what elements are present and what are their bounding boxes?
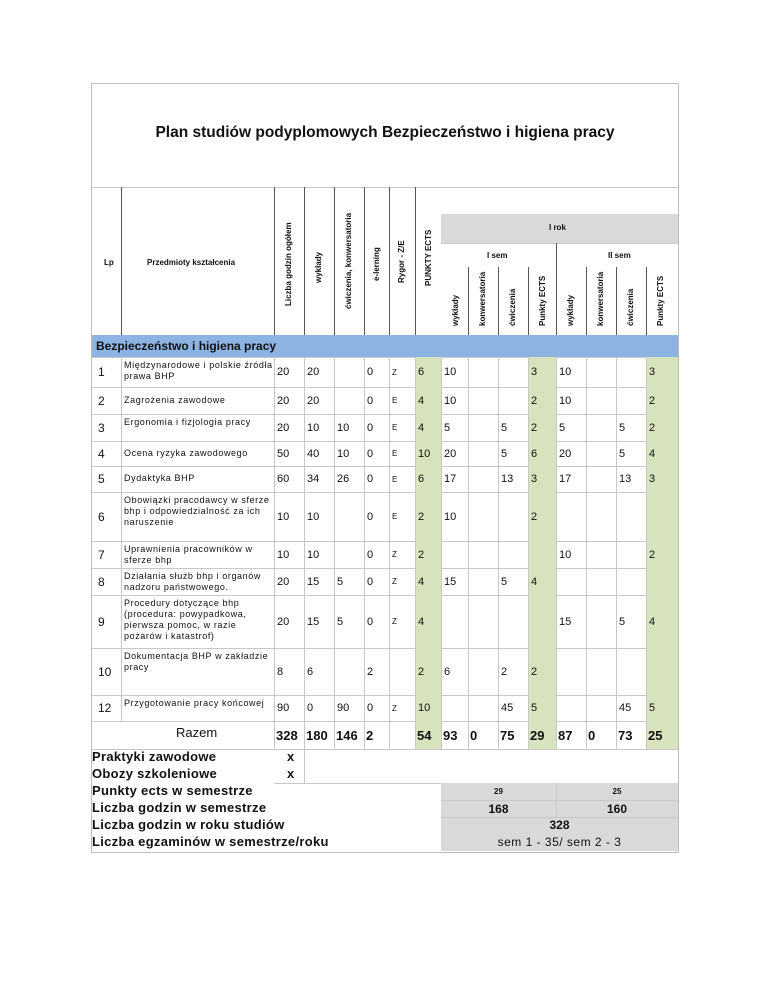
row-subject: Działania służb bhp i organów nadzoru państwowego. <box>124 571 261 592</box>
document-page <box>91 83 679 853</box>
row-s2w <box>559 492 587 541</box>
row-s1e: 3 <box>531 473 538 485</box>
row-subject: Zagrożenia zawodowe <box>124 394 226 405</box>
row-s1c: 5 <box>501 575 508 588</box>
totals-s1c: 75 <box>500 727 515 743</box>
row-el: 0 <box>367 473 374 485</box>
row-lp: 3 <box>98 420 105 435</box>
row-el: 0 <box>367 510 374 523</box>
grid-line <box>441 243 678 244</box>
row-ects: 4 <box>418 421 425 434</box>
grid-line <box>274 357 275 749</box>
row-total: 50 <box>277 447 290 460</box>
grid-line <box>415 187 416 335</box>
row-s1c: 2 <box>501 665 508 678</box>
row-s2e: 4 <box>649 615 656 628</box>
row-ects: 2 <box>418 510 425 523</box>
row-subject: Uprawnienia pracowników w sferze bhp <box>124 544 253 565</box>
row-s2c <box>619 541 647 568</box>
grid-line <box>334 357 335 749</box>
totals-ects: 54 <box>417 727 432 743</box>
row-s2e <box>649 648 677 695</box>
row-s1w: 20 <box>444 447 457 460</box>
row-cw <box>337 387 365 414</box>
row-lp: 4 <box>98 446 105 461</box>
grid-line <box>334 187 335 335</box>
row-ects: 6 <box>418 366 425 378</box>
row-s2c: 5 <box>619 615 626 628</box>
row-ryg: E <box>392 512 398 521</box>
grid-line <box>616 267 617 335</box>
row-s2c: 5 <box>619 421 626 434</box>
row-cw: 10 <box>337 421 350 434</box>
totals-total: 328 <box>276 727 298 743</box>
row-s1w: 17 <box>444 473 457 485</box>
row-s1c: 5 <box>501 421 508 434</box>
row-s1w: 15 <box>444 575 457 588</box>
header-exercises: ćwiczenia, konwersatoria <box>344 212 353 309</box>
row-s2k <box>589 387 617 414</box>
row-s1c <box>501 387 529 414</box>
row-s2e: 3 <box>649 366 656 378</box>
row-s2w <box>559 568 587 595</box>
row-subject: Dokumentacja BHP w zakładzie pracy <box>124 651 269 672</box>
header-hours-total: Liczba godzin ogółem <box>284 222 293 306</box>
row-lp: 8 <box>98 574 105 589</box>
row-wyk: 40 <box>307 447 320 460</box>
row-el: 0 <box>367 421 374 434</box>
totals-label: Razem <box>176 724 218 740</box>
totals-s2k: 0 <box>588 727 596 743</box>
row-s2k <box>589 595 617 648</box>
totals-s1k: 0 <box>470 727 478 743</box>
row-cw <box>337 492 365 541</box>
row-s2c <box>619 387 647 414</box>
grid-line <box>304 187 305 335</box>
row-s1c <box>501 357 529 387</box>
row-total: 8 <box>277 665 284 678</box>
footer-hours-sem: Liczba godzin w semestrze <box>92 800 267 815</box>
row-subject: Przygotowanie pracy końcowej <box>124 698 265 708</box>
row-s1e <box>531 595 559 648</box>
grid-line <box>304 749 305 783</box>
row-ects: 6 <box>418 473 425 485</box>
row-s1k <box>471 648 499 695</box>
row-s1e: 2 <box>531 665 538 678</box>
row-s2c <box>619 492 647 541</box>
row-s2k <box>589 441 617 466</box>
row-ryg: Z <box>392 550 397 559</box>
footer-praktyki: Praktyki zawodowe <box>92 749 217 764</box>
grid-line <box>498 267 499 335</box>
row-cw: 90 <box>337 702 350 714</box>
row-s2e: 3 <box>649 473 656 485</box>
row-s1c: 13 <box>501 473 514 485</box>
header-s2k: konwersatoria <box>596 271 605 326</box>
row-lp: 7 <box>98 547 105 562</box>
totals-wyk: 180 <box>306 727 328 743</box>
grid-line <box>616 357 617 749</box>
header-sem2: II sem <box>608 251 631 260</box>
footer-hours-year-val: 328 <box>549 818 570 832</box>
row-ects: 4 <box>418 394 425 407</box>
row-s2k <box>589 648 617 695</box>
row-s2w: 10 <box>559 548 572 561</box>
row-s1k <box>471 695 499 721</box>
header-s2e: Punkty ECTS <box>656 275 665 326</box>
row-wyk: 6 <box>307 665 314 678</box>
page-title: Plan studiów podyplomowych Bezpieczeństwo i higiena pracy <box>155 124 615 141</box>
row-s2c <box>619 568 647 595</box>
row-s1c <box>501 541 529 568</box>
row-ryg: E <box>392 474 398 484</box>
row-subject: Dydaktyka BHP <box>124 473 195 483</box>
header-lectures: wykłady <box>314 251 323 283</box>
row-total: 10 <box>277 510 290 523</box>
row-subject: Ocena ryzyka zawodowego <box>124 447 248 458</box>
row-el: 0 <box>367 447 374 460</box>
grid-line <box>586 357 587 749</box>
row-s1k <box>471 414 499 441</box>
row-wyk: 10 <box>307 548 320 561</box>
footer-praktyki-val: x <box>287 749 295 764</box>
row-ects: 10 <box>418 447 431 460</box>
row-s2e: 2 <box>649 421 656 434</box>
footer-ects-sem: Punkty ects w semestrze <box>92 783 253 798</box>
row-ryg: E <box>392 423 398 432</box>
footer-ects-s2: 25 <box>612 787 622 796</box>
totals-s1e: 29 <box>530 727 545 743</box>
grid-line <box>528 267 529 335</box>
row-s2w <box>559 648 587 695</box>
row-s2c: 5 <box>619 447 626 460</box>
row-s1e <box>531 541 559 568</box>
grid-line <box>389 187 390 335</box>
header-year: I rok <box>549 223 566 232</box>
grid-line <box>556 357 557 749</box>
row-s1w: 5 <box>444 421 451 434</box>
row-s1e: 5 <box>531 702 538 714</box>
row-s1k <box>471 387 499 414</box>
row-total: 20 <box>277 394 290 407</box>
row-cw: 5 <box>337 615 344 628</box>
row-s1e: 2 <box>531 510 538 523</box>
row-cw: 26 <box>337 473 350 485</box>
row-s1k <box>471 492 499 541</box>
row-s1w: 6 <box>444 665 451 678</box>
row-ryg: Z <box>392 577 397 586</box>
row-lp: 10 <box>98 664 112 679</box>
header-ects: PUNKTY ECTS <box>424 229 433 286</box>
grid-line <box>121 187 122 335</box>
row-lp: 5 <box>98 472 105 486</box>
row-s2c <box>619 648 647 695</box>
row-s1e: 2 <box>531 394 538 407</box>
row-wyk: 34 <box>307 473 320 485</box>
row-el: 2 <box>367 665 374 678</box>
totals-s2w: 87 <box>558 727 573 743</box>
header-subject: Przedmioty kształcenia <box>147 258 236 267</box>
row-ects: 2 <box>418 665 425 678</box>
row-ryg: E <box>392 449 398 458</box>
header-s2c: ćwiczenia <box>626 288 635 326</box>
row-cw: 10 <box>337 447 350 460</box>
row-s2k <box>589 568 617 595</box>
row-s1k <box>471 541 499 568</box>
grid-line <box>415 357 416 749</box>
header-s1c: ćwiczenia <box>508 288 517 326</box>
row-lp: 6 <box>98 509 105 524</box>
row-total: 20 <box>277 575 290 588</box>
row-el: 0 <box>367 394 374 407</box>
footer-exams: Liczba egzaminów w semestrze/roku <box>92 834 329 849</box>
row-cw: 5 <box>337 575 344 588</box>
row-ects: 10 <box>418 702 431 714</box>
header-exam-type: Rygor - Z/E <box>397 240 406 283</box>
grid-line <box>121 357 122 721</box>
grid-line <box>364 187 365 335</box>
row-s1k <box>471 441 499 466</box>
row-total: 60 <box>277 473 290 485</box>
row-wyk: 15 <box>307 615 320 628</box>
row-subject: Ergonomia i fizjologia pracy <box>124 417 251 427</box>
row-s1k <box>471 466 499 492</box>
row-s2w: 10 <box>559 366 572 378</box>
row-total: 20 <box>277 421 290 434</box>
row-s1e: 2 <box>531 421 538 434</box>
row-total: 20 <box>277 615 290 628</box>
header-s1e: Punkty ECTS <box>538 275 547 326</box>
grid-line <box>556 243 557 335</box>
row-el: 0 <box>367 702 374 714</box>
header-s1w: wykłady <box>451 294 460 326</box>
header-s1k: konwersatoria <box>478 271 487 326</box>
row-s1c <box>501 492 529 541</box>
row-s1k <box>471 595 499 648</box>
row-total: 90 <box>277 702 290 714</box>
row-el: 0 <box>367 366 374 378</box>
row-s2w: 5 <box>559 421 566 434</box>
row-ects: 2 <box>418 548 425 561</box>
grid-line <box>274 187 275 335</box>
row-wyk: 15 <box>307 575 320 588</box>
grid-line <box>468 357 469 749</box>
row-wyk: 0 <box>307 702 314 714</box>
row-ryg: Z <box>392 367 397 377</box>
row-s2w: 17 <box>559 473 572 485</box>
row-wyk: 10 <box>307 421 320 434</box>
grid-line <box>441 357 442 749</box>
row-s2w <box>559 695 587 721</box>
footer-hours-year: Liczba godzin w roku studiów <box>92 817 285 832</box>
row-total: 10 <box>277 548 290 561</box>
row-s2k <box>589 541 617 568</box>
row-lp: 2 <box>98 393 105 408</box>
grid-line <box>528 357 529 749</box>
row-s2c: 13 <box>619 473 632 485</box>
row-subject: Procedury dotyczące bhp (procedura: powypadkowa, pierwsza pomoc, w razie pożarów i katastrof) <box>124 598 247 641</box>
totals-el: 2 <box>366 727 374 743</box>
row-s2k <box>589 466 617 492</box>
row-cw <box>337 541 365 568</box>
row-s2k <box>589 695 617 721</box>
row-s2e: 4 <box>649 447 656 460</box>
row-s2k <box>589 414 617 441</box>
grid-line <box>646 357 647 749</box>
row-ryg: Z <box>392 617 397 626</box>
row-ects: 4 <box>418 575 425 588</box>
row-s2e <box>649 492 677 541</box>
row-s2w: 15 <box>559 615 572 628</box>
row-s2e <box>649 568 677 595</box>
totals-s2e: 25 <box>648 727 663 743</box>
grid-line <box>92 187 678 188</box>
row-s2c: 45 <box>619 702 632 714</box>
row-lp: 1 <box>98 365 105 379</box>
header-lp: Lp <box>104 258 114 267</box>
grid-line <box>586 267 587 335</box>
row-s2e: 5 <box>649 702 656 714</box>
grid-line <box>304 357 305 749</box>
row-s2k <box>589 492 617 541</box>
row-ryg: Z <box>392 703 397 713</box>
row-s1c <box>501 595 529 648</box>
row-s1c: 45 <box>501 702 514 714</box>
row-ects: 4 <box>418 615 425 628</box>
footer-exams-val: sem 1 - 35/ sem 2 - 3 <box>497 835 622 849</box>
row-wyk: 20 <box>307 366 320 378</box>
row-s1e: 3 <box>531 366 538 378</box>
row-ryg: E <box>392 396 398 405</box>
row-wyk: 10 <box>307 510 320 523</box>
row-total: 20 <box>277 366 290 378</box>
row-s2c <box>619 357 647 387</box>
row-lp: 9 <box>98 614 105 629</box>
row-s2w: 20 <box>559 447 572 460</box>
grid-line <box>646 267 647 335</box>
grid-line <box>468 267 469 335</box>
row-lp: 12 <box>98 701 112 715</box>
header-elearning: e-lerning <box>372 247 381 281</box>
row-s1e: 4 <box>531 575 538 588</box>
header-sem1: I sem <box>487 251 508 260</box>
row-cw <box>337 357 365 387</box>
footer-hours-s1: 168 <box>488 801 509 816</box>
row-s1w: 10 <box>444 394 457 407</box>
row-el: 0 <box>367 548 374 561</box>
row-s1k <box>471 568 499 595</box>
row-s1k <box>471 357 499 387</box>
row-el: 0 <box>367 615 374 628</box>
row-s2w: 10 <box>559 394 572 407</box>
row-subject: Międzynarodowe i polskie źródła prawa BHP <box>124 360 273 381</box>
grid-line <box>498 357 499 749</box>
row-s2k <box>589 357 617 387</box>
totals-s1w: 93 <box>443 727 458 743</box>
grid-line <box>389 357 390 749</box>
row-s2e: 2 <box>649 394 656 407</box>
footer-obozy: Obozy szkoleniowe <box>92 766 218 781</box>
section-title: Bezpieczeństwo i higiena pracy <box>96 339 277 353</box>
totals-cw: 146 <box>336 727 358 743</box>
row-s1e: 6 <box>531 447 538 460</box>
row-s1c: 5 <box>501 447 508 460</box>
row-subject: Obowiązki pracodawcy w sferze bhp i odpowiedzialność za ich naruszenie <box>124 495 270 527</box>
grid-line <box>364 357 365 749</box>
row-s1w: 10 <box>444 366 457 378</box>
totals-s2c: 73 <box>618 727 633 743</box>
footer-obozy-val: x <box>287 766 295 781</box>
header-s2w: wykłady <box>566 294 575 326</box>
row-s1w: 10 <box>444 510 457 523</box>
row-el: 0 <box>367 575 374 588</box>
row-wyk: 20 <box>307 394 320 407</box>
footer-hours-s2: 160 <box>606 801 628 816</box>
footer-ects-s1: 29 <box>494 787 503 796</box>
row-cw <box>337 648 365 695</box>
row-s2e: 2 <box>649 548 656 561</box>
